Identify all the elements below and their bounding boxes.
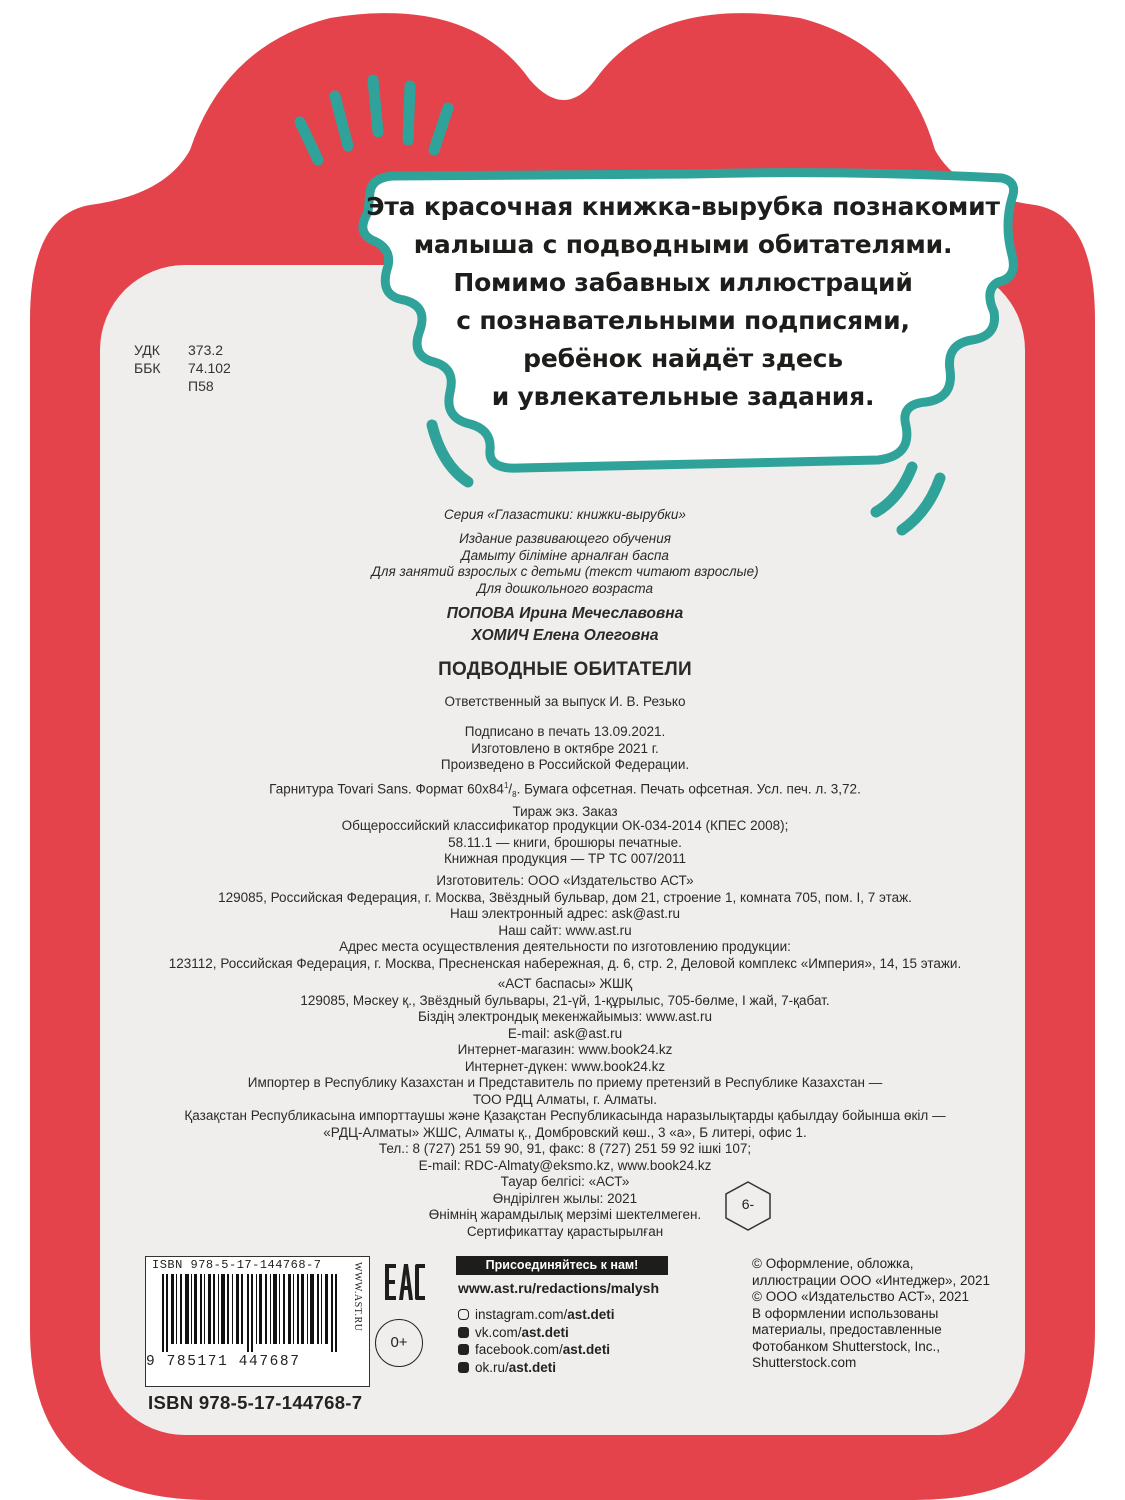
kazakh-info bbox=[140, 976, 990, 1240]
print-line: Изготовлено в октябре 2021 г. bbox=[471, 740, 659, 756]
bbk-value: 74.102 bbox=[188, 360, 231, 376]
kazakh-line: E-mail: RDC-Almaty@eksmo.kz, www.book24.kz bbox=[418, 1157, 712, 1173]
social-link-ok[interactable]: ok.ru/ ast.deti bbox=[458, 1359, 615, 1377]
copyright-line: материалы, предоставленные bbox=[752, 1322, 942, 1337]
bubble-line: Эта красочная книжка-вырубка познакомит bbox=[366, 192, 1000, 221]
bubble-line: ребёнок найдёт здесь bbox=[523, 344, 843, 373]
tirazh-line: Тираж экз. Заказ bbox=[512, 803, 618, 819]
manufacturer-line: Наш электронный адрес: ask@ast.ru bbox=[449, 906, 681, 921]
kazakh-line: Интернет-дүкен: www.book24.kz bbox=[464, 1058, 666, 1074]
bubble-line: малыша с подводными обитателями. bbox=[413, 230, 953, 259]
author: ХОМИЧ Елена Олеговна bbox=[471, 627, 659, 644]
kazakh-line: Өнімнің жарамдылық мерзімі шектелмеген. bbox=[428, 1207, 702, 1222]
eac-logo-icon bbox=[384, 1262, 426, 1302]
udk-label: УДК bbox=[134, 342, 160, 358]
social-link-instagram[interactable]: instagram.com/ ast.deti bbox=[458, 1306, 615, 1324]
copyright-line: Фотобанком Shutterstock, Inc., bbox=[752, 1338, 941, 1354]
copyright-line: Shutterstock.com bbox=[752, 1355, 857, 1370]
isbn-bottom: ISBN 978-5-17-144768-7 bbox=[148, 1392, 363, 1413]
kazakh-line: Өндірілген жылы: 2021 bbox=[492, 1190, 638, 1206]
udk-value: 373.2 bbox=[188, 342, 224, 358]
copyright-line: © ООО «Издательство АСТ», 2021 bbox=[752, 1289, 970, 1304]
bbk-label: ББК bbox=[134, 360, 161, 376]
manufacturer-line: Адрес места осуществления деятельности по изготовлению продукции: bbox=[339, 939, 791, 954]
barcode-bars-icon bbox=[160, 1274, 340, 1352]
kazakh-line: Интернет-магазин: www.book24.kz bbox=[457, 1042, 673, 1057]
bubble-text bbox=[352, 188, 1014, 416]
barcode-digits: 9 785171 447687 bbox=[146, 1354, 301, 1370]
author-code: П58 bbox=[188, 378, 214, 394]
manufacturer-info bbox=[140, 873, 990, 972]
kazakh-line: Тел.: 8 (727) 251 59 90, 91, факс: 8 (727) 251 59 92 ішкі 107; bbox=[378, 1141, 752, 1156]
format-info bbox=[140, 778, 990, 820]
copyright-line: иллюстрации ООО «Интеджер», 2021 bbox=[752, 1272, 991, 1288]
purpose-line: Для занятий взрослых с детьми (текст читают взрослые) bbox=[371, 564, 759, 579]
publisher-site-link[interactable]: www.ast.ru/redactions/malysh bbox=[458, 1280, 659, 1296]
vk-icon bbox=[458, 1327, 469, 1338]
manufacturer-line: 129085, Российская Федерация, г. Москва, Звёздный бульвар, дом 21, строение 1, комната 705, пом. I, 7 этаж. bbox=[218, 889, 912, 905]
classification-index bbox=[134, 341, 231, 395]
ok-icon bbox=[458, 1362, 469, 1373]
kazakh-line: Біздің электрондық мекенжайымыз: www.ast.ru bbox=[417, 1009, 713, 1024]
isbn-top: ISBN 978-5-17-144768-7 bbox=[152, 1258, 322, 1272]
copyright-line: В оформлении использованы bbox=[752, 1305, 939, 1321]
kazakh-line: «АСТ баспасы» ЖШҚ bbox=[497, 976, 633, 991]
age-mark bbox=[722, 1180, 774, 1232]
bubble-line: и увлекательные задания. bbox=[491, 382, 875, 411]
age-mark-text: 6- bbox=[741, 1196, 755, 1212]
classifier-info bbox=[140, 818, 990, 868]
social-links bbox=[458, 1306, 615, 1376]
purpose-block bbox=[140, 531, 990, 597]
kazakh-line: Тауар белгісі: «АСТ» bbox=[500, 1174, 630, 1189]
purpose-line: Для дошкольного возраста bbox=[476, 580, 653, 596]
print-info bbox=[140, 724, 990, 774]
purpose-line: Дамыту біліміне арналған баспа bbox=[461, 547, 669, 563]
kazakh-line: 129085, Мәскеу қ., Звёздный бульвары, 21-үй, 1-құрылыс, 705-бөлме, I жай, 7-қабат. bbox=[300, 992, 830, 1008]
instagram-icon bbox=[458, 1309, 469, 1320]
kazakh-line: ТОО РДЦ Алматы, г. Алматы. bbox=[473, 1091, 657, 1107]
barcode-side-text: WWW.AST.RU bbox=[352, 1262, 363, 1332]
copyright-block bbox=[752, 1256, 990, 1372]
social-link-facebook[interactable]: facebook.com/ ast.deti bbox=[458, 1341, 615, 1359]
bubble-line: с познавательными подписями, bbox=[456, 306, 910, 335]
classifier-line: Общероссийский классификатор продукции ОК-034-2014 (КПЕС 2008); bbox=[341, 818, 789, 833]
kazakh-line: «РДЦ-Алматы» ЖШС, Алматы қ., Домбровский көш., 3 «а», Б литері, офис 1. bbox=[323, 1124, 807, 1140]
classifier-line: Книжная продукция — ТР ТС 007/2011 bbox=[443, 851, 687, 866]
bubble-line: Помимо забавных иллюстраций bbox=[453, 268, 913, 297]
kazakh-line: E-mail: ask@ast.ru bbox=[507, 1025, 623, 1041]
facebook-icon bbox=[458, 1344, 469, 1355]
copyright-line: © Оформление, обложка, bbox=[752, 1256, 914, 1271]
print-line: Подписано в печать 13.09.2021. bbox=[464, 724, 666, 739]
kazakh-line: Импортер в Республику Казахстан и Представитель по приему претензий в Республике Казахстан — bbox=[247, 1075, 883, 1090]
manufacturer-line: Изготовитель: ООО «Издательство АСТ» bbox=[436, 873, 694, 888]
age-rating-badge: 0+ bbox=[375, 1319, 423, 1367]
series-line: Серия «Глазастики: книжки-вырубки» bbox=[444, 507, 686, 522]
responsible-editor: Ответственный за выпуск И. В. Резько bbox=[444, 694, 686, 709]
purpose-line: Издание развивающего обучения bbox=[459, 531, 671, 546]
kazakh-line: Сертификаттау қарастырылған bbox=[466, 1223, 664, 1239]
print-line: Произведено в Российской Федерации. bbox=[440, 757, 690, 772]
social-link-vk[interactable]: vk.com/ ast.deti bbox=[458, 1324, 615, 1342]
manufacturer-line: Наш сайт: www.ast.ru bbox=[498, 922, 632, 938]
format-line: Гарнитура Tovari Sans. Формат $60x84^1/_8$. Бумага офсетная. Печать офсетная. Усл. печ. л. 3,72. bbox=[269, 781, 861, 800]
manufacturer-line: 123112, Российская Федерация, г. Москва, Пресненская набережная, д. 6, стр. 2, Деловой комплекс «Империя», 14, 15 этажи. bbox=[168, 955, 962, 971]
kazakh-line: Қазақстан Республикасына импорттаушы және Қазақстан Республикасында наразылықтарды қабылдау бойынша өкіл — bbox=[184, 1108, 946, 1123]
author: ПОПОВА Ирина Мечеславовна bbox=[446, 605, 684, 622]
authors bbox=[140, 603, 990, 647]
join-us-banner: Присоединяйтесь к нам! bbox=[456, 1256, 668, 1275]
book-title: ПОДВОДНЫЕ ОБИТАТЕЛИ bbox=[438, 659, 692, 680]
classifier-line: 58.11.1 — книги, брошюры печатные. bbox=[448, 834, 682, 850]
